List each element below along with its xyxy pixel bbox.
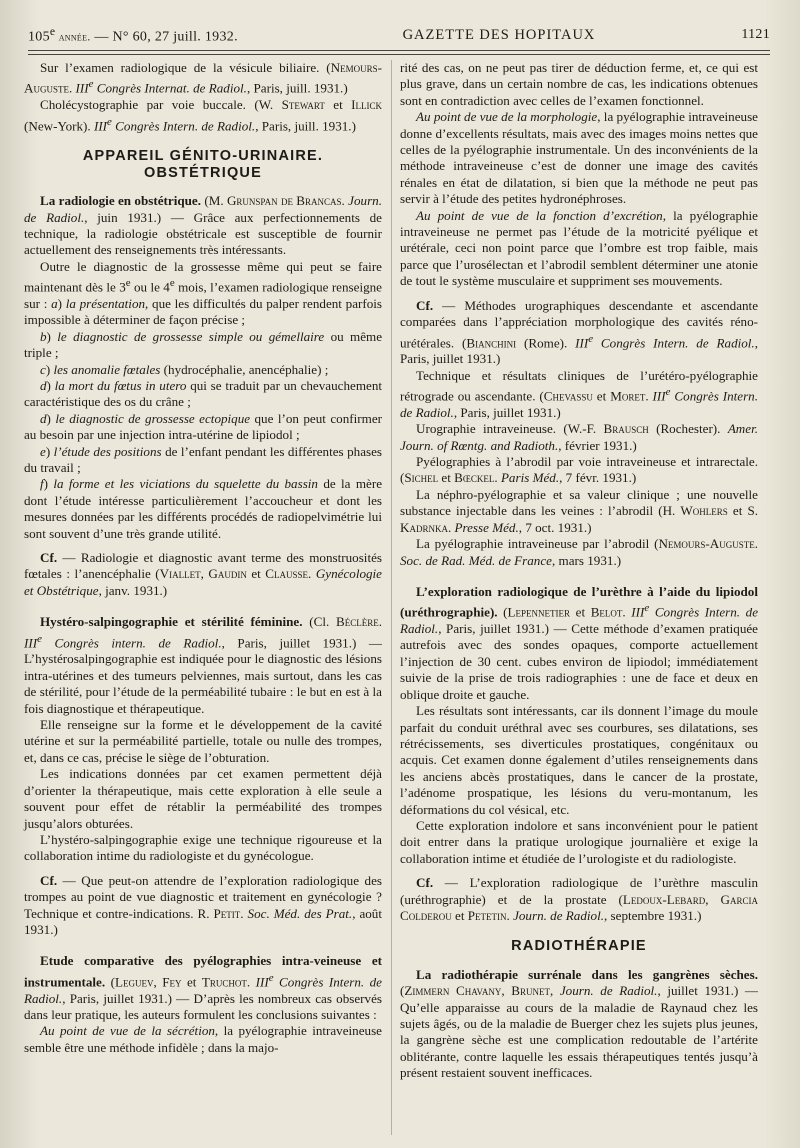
reference: Urographie intraveineuse. (W.-F. Brausch (Rochester). Amer. Journ. of Rœntg. and Radioth., février 1931.)	[400, 421, 758, 453]
article-radiotherapie: La radiothérapie surrénale dans les gangrènes sèches. (Zimmern Chavany, Brunet, Journ. de Radiol., juillet 1931.) — Qu’elle apparaisse au cours de la maladie de Raynaud chez les sujets âgés, ou de la maladie de Buerger chez les sujets plus jeunes, la gangrène sèche est une complication redoutable de l’artérite oblitérante, contre laquelle les essais thérapeutiques tentés jusqu’à présent restaient souvent inefficaces.	[400, 966, 758, 1081]
section-title-genito: APPAREIL GÉNITO-URINAIRE. OBSTÉTRIQUE	[82, 148, 324, 181]
reference: La pyélographie intraveineuse par l’abrodil (Nemours-Auguste. Soc. de Rad. Méd. de France, mars 1931.)	[400, 536, 758, 568]
article-pyelographies: Etude comparative des pyélographies intra-veineuse et instrumentale. (Leguev, Fey et Truchot. IIIe Congrès Intern. de Radiol., Paris, juillet 1931.) — D’après les nombreux cas observés dans leur pratique, les auteurs formulent les conclusions suivantes :	[24, 953, 382, 1022]
cf-reference: Cf. — L’exploration radiologique de l’urèthre masculin (uréthrographie) et de la prostate (Ledoux-Lebard, Garcia Colderou et Petetin. Journ. de Radiol., septembre 1931.)	[400, 875, 758, 923]
list-item: d) la mort du fœtus in utero qui se traduit par un chevauchement caractéristique des os du crâne ;	[24, 377, 383, 410]
article-hysterosalpingographie: Hystéro-salpingographie et stérilité féminine. (Cl. Béclère. IIIe Congrès intern. de Radiol., Paris, juillet 1931.) — L’hystérosalpingographie est indiquée pour le diagnostic des lésions intra-utérines et des tumeurs pelviennes, mais surtout, dans les cas de stérilité, pour l’étude de la perméabilité tubaire : le but en est à la fois diagnostique et thérapeutique.	[24, 614, 382, 716]
right-column	[400, 60, 758, 1082]
paragraph: Les indications données par cet examen permettent déjà d’orienter la thérapeutique, mais cette exploration à elle seule a souvent pour effet de rétablir la perméabilité des trompes jusqu’alors obturées.	[24, 766, 382, 831]
section-title-radiotherapie: RADIOTHÉRAPIE	[511, 938, 647, 955]
article-cholecystographie: Cholécystographie par voie buccale. (W. Stewart et Illick (New-York). IIIe Congrès Intern. de Radiol., Paris, juill. 1931.)	[24, 97, 382, 133]
reference: Technique et résultats cliniques de l’urétéro-pyélographie rétrograde ou ascendante. (Chevassu et Moret. IIIe Congrès Intern. de Radiol., Paris, juillet 1931.)	[400, 367, 759, 420]
cf-reference: Cf. — Radiologie et diagnostic avant terme des monstruosités fœtales : l’anencéphalie (Viallet, Gaudin et Clausse. Gynécologie et Obstétrique, janv. 1931.)	[24, 550, 382, 598]
reference: Pyélographies à l’abrodil par voie intraveineuse et intrarectale. (Sichel et Bœckel. Paris Méd., 7 févr. 1931.)	[400, 454, 758, 486]
article-vesicule: Sur l’examen radiologique de la vésicule biliaire. (Nemours-Auguste. IIIe Congrès Internat. de Radiol., Paris, juill. 1931.)	[24, 60, 382, 96]
header-rule-bottom	[28, 54, 770, 55]
issue-info: 105e année. — N° 60, 27 juill. 1932.	[28, 24, 238, 45]
paragraph: Elle renseigne sur la forme et le développement de la cavité utérine et sur la perméabilité partielle, totale ou nulle des trompes, et, dans ce cas, précise le siège de l’obturation.	[24, 717, 382, 765]
paragraph: L’hystéro-salpingographie exige une technique rigoureuse et la collaboration intime du radiologiste et du gynécologue.	[24, 831, 382, 864]
article-urethrographie: L’exploration radiologique de l’urèthre à l’aide du lipiodol (uréthrographie). (Lepennetier et Belot. IIIe Congrès Intern. de Radiol., Paris, juillet 1931.) — Cette méthode d’examen pratiquée autrefois avec des sondes opaques, comporte actuellement l’injection de 30 cent. cubes environ de lipiodol; immédiatement suivie de la prise de trois radiographies : une de face et deux en oblique droite et gauche.	[400, 583, 759, 702]
cf-reference: Cf. — Méthodes urographiques descendante et ascendante comparées dans l’appréciation morphologique des cavités réno-urétérales. (Bianchini (Rome). IIIe Congrès Intern. de Radiol., Paris, juillet 1931.)	[400, 297, 758, 367]
paragraph: Au point de vue de la sécrétion, la pyélographie intraveineuse semble être une méthode infidèle ; dans la majo-	[24, 1023, 382, 1055]
reference: La néphro-pyélographie et sa valeur clinique ; une nouvelle substance injectable dans les veines : l’abrodil (H. Wohlers et S. Kadrnka. Presse Méd., 7 oct. 1931.)	[400, 486, 759, 535]
page-number: 1121	[741, 27, 770, 42]
header-rule-top	[28, 50, 770, 51]
paragraph: Les résultats sont intéressants, car ils donnent l’image du moule parfait du conduit uréthral avec ses courbures, ses dilatations, ses rétrécissements, ses diverticules prostatiques, congénitaux ou acquis. Cet examen donne également d’utiles renseignements dans les anciens abcès prostatiques, dans le cancer de la prostate, l’adénome prospatique, les lésions du veru-montanum, les déformations du col vésical, etc.	[400, 703, 758, 817]
journal-title: GAZETTE DES HOPITAUX	[402, 26, 596, 43]
list-item: c) les anomalie fœtales (hydrocéphalie, anencéphalie) ;	[40, 361, 329, 377]
column-separator	[391, 60, 392, 1135]
paragraph: Outre le diagnostic de la grossesse même qui peut se faire maintenant dès le 3e ou le 4e mois, l’examen radiologique renseigne sur : a) la présentation, que les difficultés du palper rendent parfois impossible à déterminer de façon précise ;	[24, 258, 383, 328]
article-obstetrique: La radiologie en obstétrique. (M. Grunspan de Brancas. Journ. de Radiol., juin 1931.) — Grâce aux perfectionnements de technique, la radiologie obstétricale est susceptible de fournir actuellement des renseignements très intéressants.	[24, 193, 382, 258]
list-item: f) la forme et les viciations du squelette du bassin de la mère dont l’étude intéresse particulièrement l’accoucheur et dont les mesures données par les différents procédés de radiopelvimétrie lui sont souvent d’une très grande utilité.	[24, 476, 383, 541]
paragraph: Cette exploration indolore et sans inconvénient pour le patient doit entrer dans la pratique urologique journalière et exige la collaboration intime et étudiée de l’urologiste et du radiologiste.	[400, 817, 758, 866]
paragraph: rité des cas, on ne peut pas tirer de déduction ferme, et, ce qui est plus grave, dans un certain nombre de cas, les indications obtenues sont en contradiction avec celles de l’examen fonctionnel.	[400, 60, 758, 108]
list-item: b) le diagnostic de grossesse simple ou gémellaire ou même triple ;	[24, 328, 383, 361]
cf-reference: Cf. — Que peut-on attendre de l’exploration radiologique des trompes au point de vue diagnostic et traitement en gynécologie ? Technique et contre-indications. R. Petit. Soc. Méd. des Prat., août 1931.)	[24, 872, 382, 937]
paragraph: Au point de vue de la morphologie, la pyélographie intraveineuse donne d’excellents résultats, mais avec des images moins nettes que celles de la pyélographie instrumentale. Un des inconvénients de la méthode intraveineuse c’est de donner une image des cavités rénales en état de dilatation, si bien que la méthode ne peut pas servir à l’étude des petites hydronéphroses.	[400, 109, 758, 207]
list-item: d) le diagnostic de grossesse ectopique que l’on peut confirmer au besoin par une injection intra-utérine de lipiodol ;	[24, 410, 382, 443]
paragraph: Au point de vue de la fonction d’excrétion, la pyélographie intraveineuse ne permet pas l’étude de la motricité pyélique et urétérale, ceci non point parce que l’ombre est trop faible, mais parce que l’urosélectan et l’abrodil semblent déterminer une atonie de tout le système musculaire et suppriment ses mouvements.	[400, 207, 758, 289]
left-column	[24, 60, 382, 1056]
list-item: e) l’étude des positions de l’enfant pendant les différentes phases du travail ;	[24, 443, 383, 476]
running-header	[28, 22, 770, 48]
